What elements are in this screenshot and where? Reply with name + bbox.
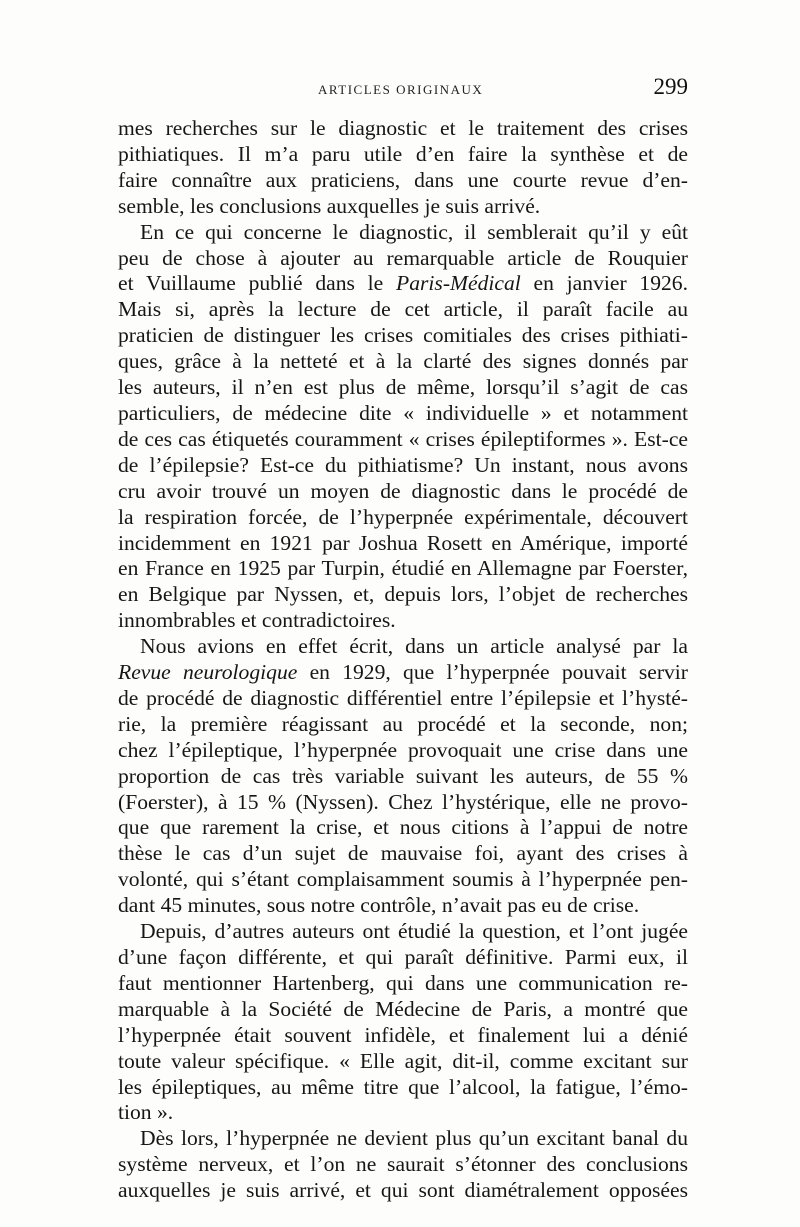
text-line: [118, 246, 688, 272]
text-line: [118, 686, 688, 712]
text-line: [118, 764, 688, 790]
text-line: [118, 479, 688, 505]
text-segment: en janvier 1926.: [520, 271, 688, 296]
text-line: [118, 945, 688, 971]
text-line: [118, 116, 688, 142]
running-head: [118, 74, 688, 104]
text-segment: Depuis, d’autres auteurs ont étudié la question, et l’ont jugée: [140, 919, 688, 944]
text-segment: en Belgique par Nyssen, et, depuis lors, l’objet de recherches: [118, 582, 688, 607]
text-line: [118, 1152, 688, 1178]
text-segment: peu de chose à ajouter au remarquable article de Rouquier: [118, 245, 688, 270]
text-line: [118, 194, 688, 220]
text-segment: marquable à la Société de Médecine de Paris, a montré que: [118, 996, 688, 1021]
text-segment: Mais si, après la lecture de cet article, il paraît facile au: [118, 297, 688, 322]
article-body-text: [118, 116, 688, 1204]
text-line: [118, 582, 688, 608]
text-line: [118, 349, 688, 375]
text-line: [118, 427, 688, 453]
text-line: [118, 1100, 688, 1126]
text-line: [118, 323, 688, 349]
text-segment: En ce qui concerne le diagnostic, il semblerait qu’il y eût: [140, 219, 688, 244]
text-line: [118, 401, 688, 427]
text-segment: dant 45 minutes, sous notre contrôle, n’avait pas eu de crise.: [118, 893, 640, 918]
text-segment: l’hyperpnée était souvent infidèle, et finalement lui a dénié: [118, 1022, 688, 1047]
text-segment: toute valeur spécifique. « Elle agit, dit-il, comme excitant sur: [118, 1048, 688, 1073]
text-line: [118, 505, 688, 531]
page-number: 299: [653, 74, 688, 99]
text-line: [118, 660, 688, 686]
text-segment: rie, la première réagissant au procédé et la seconde, non;: [118, 711, 688, 736]
text-segment: Nous avions en effet écrit, dans un article analysé par la: [140, 634, 688, 659]
text-segment: en 1929, que l’hyperpnée pouvait servir: [297, 660, 688, 685]
text-segment: Dès lors, l’hyperpnée ne devient plus qu’un excitant banal du: [140, 1126, 688, 1151]
text-line: [118, 893, 688, 919]
text-line: [118, 738, 688, 764]
text-segment: et Vuillaume publié dans le: [118, 271, 397, 296]
text-line: [118, 1075, 688, 1101]
italic-title: Paris-Médical: [396, 271, 521, 296]
text-segment: d’une façon différente, et qui paraît définitive. Parmi eux, il: [118, 945, 688, 969]
text-line: [118, 297, 688, 323]
text-segment: tion ».: [118, 1100, 174, 1125]
text-line: [118, 453, 688, 479]
text-segment: semble, les conclusions auxquelles je suis arrivé.: [118, 193, 541, 218]
text-line: [118, 841, 688, 867]
text-segment: auxquelles je suis arrivé, et qui sont diamétralement opposées: [118, 1178, 688, 1203]
text-segment: chez l’épileptique, l’hyperpnée provoquait une crise dans une: [118, 737, 688, 762]
text-line: [118, 556, 688, 582]
text-line: [118, 867, 688, 893]
text-segment: que que rarement la crise, et nous citions à l’appui de notre: [118, 815, 688, 840]
text-line: [118, 971, 688, 997]
text-segment: proportion de cas très variable suivant les auteurs, de 55 %: [118, 763, 688, 788]
text-line: [118, 1178, 688, 1204]
text-segment: la respiration forcée, de l’hyperpnée expérimentale, découvert: [118, 504, 688, 529]
text-line: [118, 531, 688, 557]
text-segment: faire connaître aux praticiens, dans une courte revue d’en-: [118, 167, 688, 192]
text-segment: innombrables et contradictoires.: [118, 608, 396, 633]
paragraph-first-line: [118, 220, 688, 246]
running-title: ARTICLES ORIGINAUX: [318, 82, 484, 97]
text-segment: de l’épilepsie? Est-ce du pithiatisme? Un instant, nous avons: [118, 452, 688, 477]
text-line: [118, 142, 688, 168]
text-line: [118, 790, 688, 816]
paragraph-first-line: [118, 919, 688, 945]
text-segment: volonté, qui s’étant complaisamment soumis à l’hyperpnée pen-: [118, 867, 688, 892]
text-segment: de ces cas étiquetés couramment « crises épileptiformes ». Est-ce: [118, 426, 688, 451]
text-line: [118, 815, 688, 841]
text-segment: pithiatiques. Il m’a paru utile d’en faire la synthèse et de: [118, 141, 688, 166]
text-segment: incidemment en 1921 par Joshua Rosett en Amérique, importé: [118, 530, 688, 555]
text-segment: mes recherches sur le diagnostic et le traitement des crises: [118, 116, 688, 140]
text-segment: les épileptiques, au même titre que l’alcool, la fatigue, l’émo-: [118, 1074, 688, 1099]
text-segment: cru avoir trouvé un moyen de diagnostic dans le procédé de: [118, 478, 688, 503]
text-line: [118, 271, 688, 297]
text-line: [118, 1049, 688, 1075]
text-segment: thèse le cas d’un sujet de mauvaise foi, ayant des crises à: [118, 841, 688, 866]
text-line: [118, 375, 688, 401]
text-segment: de procédé de diagnostic différentiel entre l’épilepsie et l’hysté-: [118, 685, 688, 710]
text-line: [118, 1023, 688, 1049]
text-segment: faut mentionner Hartenberg, qui dans une communication re-: [118, 970, 688, 995]
text-segment: système nerveux, et l’on ne saurait s’étonner des conclusions: [118, 1152, 688, 1177]
text-segment: en France en 1925 par Turpin, étudié en Allemagne par Foerster,: [118, 556, 688, 581]
italic-title: Revue neurologique: [118, 660, 298, 685]
text-segment: ques, grâce à la netteté et à la clarté des signes donnés par: [118, 349, 688, 374]
paragraph-first-line: [118, 1126, 688, 1152]
text-line: [118, 608, 688, 634]
text-line: [118, 168, 688, 194]
text-segment: praticien de distinguer les crises comitiales des crises pithiati-: [118, 323, 688, 348]
paragraph-first-line: [118, 634, 688, 660]
text-segment: les auteurs, il n’en est plus de même, lorsqu’il s’agit de cas: [118, 375, 688, 400]
text-line: [118, 997, 688, 1023]
text-segment: particuliers, de médecine dite « individuelle » et notamment: [118, 400, 688, 425]
text-line: [118, 712, 688, 738]
text-segment: (Foerster), à 15 % (Nyssen). Chez l’hystérique, elle ne provo-: [118, 789, 688, 814]
